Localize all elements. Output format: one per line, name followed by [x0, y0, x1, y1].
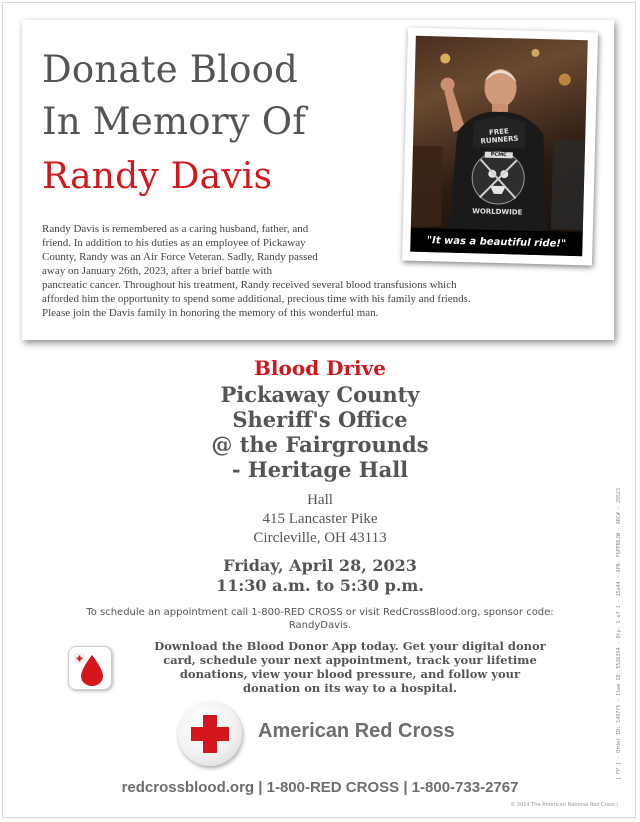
- app-promo-line: Download the Blood Donor App today. Get your digital donor: [154, 639, 546, 653]
- blood-drop-icon: [69, 647, 113, 691]
- blood-drive-title: Blood Drive: [254, 356, 386, 380]
- vest-bottom-text: WORLDWIDE: [472, 207, 523, 217]
- photo-caption: "It was a beautiful ride!": [410, 228, 583, 256]
- venue-line: @ the Fairgrounds: [211, 432, 429, 457]
- bio-line: friend. In addition to his duties as an employee of Pickaway: [42, 237, 306, 249]
- bio-line: afforded him the opportunity to spend some additional, precious time with his family and friends.: [42, 293, 471, 305]
- bio-line: pancreatic cancer. Throughout his treatment, Randy received several blood transfusions which: [42, 279, 457, 291]
- headline-line-1: Donate Blood: [42, 48, 299, 91]
- bio-line: away on January 26th, 2023, after a brief battle with: [42, 265, 273, 277]
- red-cross-logo: [178, 702, 242, 766]
- vest-patch-text: PCMC: [485, 152, 513, 159]
- bio-line: Please join the Davis family in honoring the memory of this wonderful man.: [42, 307, 379, 319]
- address-line: 415 Lancaster Pike: [262, 511, 378, 527]
- honoree-name: Randy Davis: [42, 156, 273, 197]
- venue-line: Pickaway County: [220, 382, 420, 407]
- app-promo-line: donation on its way to a hospital.: [243, 681, 457, 695]
- drive-time: 11:30 a.m. to 5:30 p.m.: [216, 576, 424, 595]
- venue-line: Sheriff's Office: [232, 407, 408, 432]
- app-promo-line: card, schedule your next appointment, track your lifetime: [163, 653, 537, 667]
- memorial-photo: [402, 28, 598, 266]
- drive-date: Friday, April 28, 2023: [223, 556, 417, 575]
- contact-footer: redcrossblood.org | 1-800-RED CROSS | 1-800-733-2767: [121, 779, 519, 796]
- bio-line: Randy Davis is remembered as a caring husband, father, and: [42, 223, 309, 235]
- schedule-line-2: RandyDavis.: [288, 620, 352, 631]
- app-promo-line: donations, view your blood pressure, and follow your: [179, 667, 521, 681]
- bio-line: County, Randy was an Air Force Veteran. Sadly, Randy passed: [42, 251, 318, 263]
- photo-image: [410, 36, 588, 256]
- headline-line-2: In Memory Of: [42, 100, 307, 143]
- address-line: Circleville, OH 43113: [253, 530, 387, 546]
- venue-line: - Heritage Hall: [231, 457, 409, 482]
- blood-donor-app-icon: [68, 646, 112, 690]
- schedule-line-1: To schedule an appointment call 1-800-RED CROSS or visit RedCrossBlood.org, sponsor code:: [86, 607, 554, 618]
- photo-illustration: [410, 36, 588, 256]
- red-cross-icon: [178, 702, 242, 766]
- vest-top-text: FREE RUNNERS: [480, 127, 519, 146]
- copyright-notice: © 2014 The American National Red Cross |: [510, 802, 618, 808]
- brand-name: American Red Cross: [258, 720, 455, 742]
- print-order-code: [ FP ] - Order ID: 1497f5 - Item ID: 5526354 - Qty: 1 of 1 - 15x44 - APD: FGPPB6JW - ARC# - 29523: [616, 488, 622, 780]
- address-line: Hall: [307, 492, 333, 508]
